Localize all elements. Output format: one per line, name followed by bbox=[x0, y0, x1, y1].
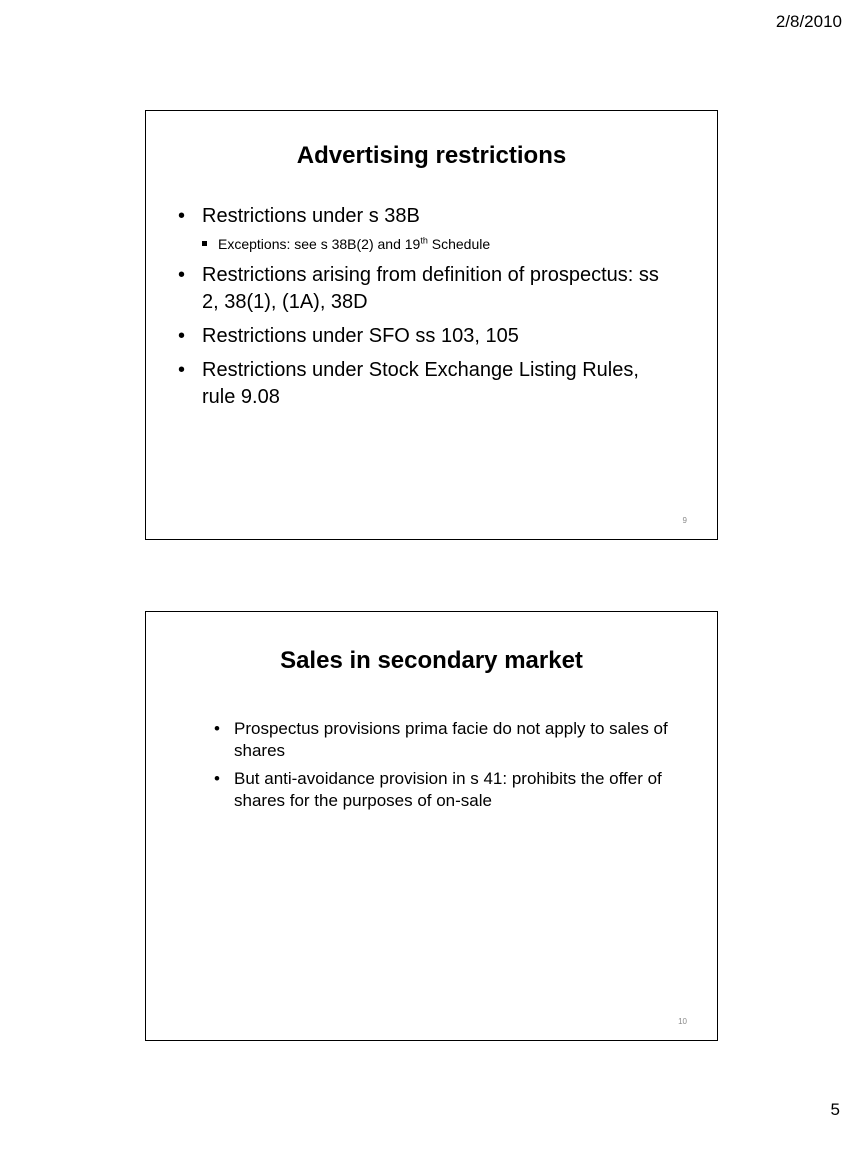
bullet-dot-icon: • bbox=[214, 769, 220, 788]
bullet-dot-icon: • bbox=[178, 359, 186, 381]
slide-sales-secondary-market bbox=[145, 611, 718, 1041]
bullet-item bbox=[178, 357, 677, 411]
sub-bullet-item bbox=[202, 233, 677, 255]
slide-title: Advertising restrictions bbox=[296, 142, 567, 169]
bullet-item bbox=[214, 768, 693, 812]
slide-number: 10 bbox=[678, 1017, 687, 1026]
slide-advertising-restrictions bbox=[145, 110, 718, 540]
slide-title: Sales in secondary market bbox=[280, 647, 583, 674]
bullet-list bbox=[178, 203, 677, 411]
bullet-dot-icon: • bbox=[178, 325, 186, 347]
bullet-dot-icon: • bbox=[178, 264, 186, 286]
bullet-text: Restrictions under SFO ss 103, 105 bbox=[202, 325, 519, 347]
bullet-item bbox=[178, 203, 677, 255]
bullet-dot-icon: • bbox=[214, 719, 220, 738]
bullet-text: Restrictions under s 38B bbox=[202, 205, 420, 227]
ordinal-superscript: th bbox=[420, 235, 428, 246]
sub-bullet-text-end: Schedule bbox=[427, 236, 491, 252]
bullet-dot-icon: • bbox=[178, 205, 186, 227]
page-date: 2/8/2010 bbox=[775, 12, 842, 31]
bullet-item bbox=[178, 262, 677, 316]
slide-number: 9 bbox=[682, 516, 687, 525]
bullet-text: Prospectus provisions prima facie do not apply to sales of shares bbox=[234, 719, 668, 760]
bullet-item bbox=[178, 323, 677, 350]
page-number: 5 bbox=[830, 1100, 840, 1119]
sub-bullet-text-start: Exceptions: see s 38B(2) and 19 bbox=[218, 236, 421, 252]
bullet-list bbox=[214, 718, 693, 812]
bullet-text: But anti-avoidance provision in s 41: prohibits the offer of shares for the purposes of on-sale bbox=[234, 769, 662, 810]
bullet-item bbox=[214, 718, 693, 762]
square-bullet-icon bbox=[202, 241, 207, 246]
bullet-text: Restrictions under Stock Exchange Listing Rules, rule 9.08 bbox=[202, 359, 639, 408]
bullet-text: Restrictions arising from definition of prospectus: ss 2, 38(1), (1A), 38D bbox=[202, 264, 659, 313]
